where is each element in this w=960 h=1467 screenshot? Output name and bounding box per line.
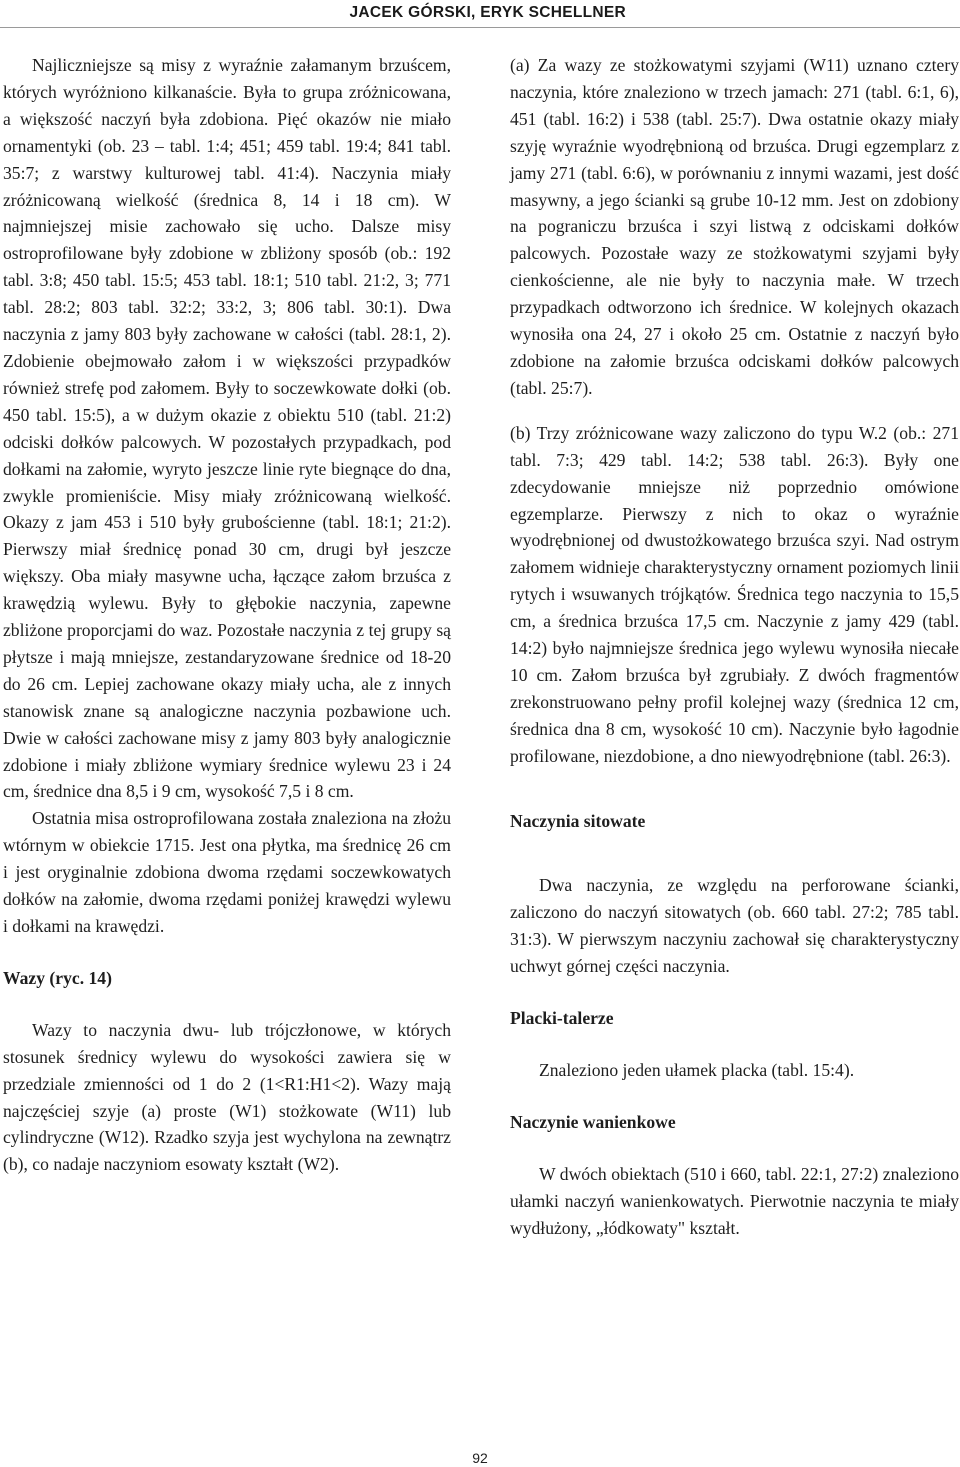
paragraph-ostatnia-misa: Ostatnia misa ostroprofilowana została znaleziona na złożu wtórnym w obiekcie 1715. Jest ona płytka, ma średnicę 26 cm i jest oryginalnie zdobiona dwoma rzędami soczewkowatych dołków na załomie, dwoma rzędami poniżej krawędzi wylewu i dołkami na krawędzi. (3, 808, 451, 936)
header-rule (0, 27, 960, 28)
section-heading-sitowate: Naczynia sitowate (510, 810, 646, 831)
paragraph-wanienkowe: W dwóch obiektach (510 i 660, tabl. 22:1, 27:2) znaleziono ułamki naczyń wanienkowatych. Pierwotnie naczynia te miały wydłużony, „łódkowaty" kształt. (510, 1163, 959, 1238)
left-column (3, 52, 451, 1178)
right-column (510, 52, 959, 1242)
paragraph-wazy-a: (a) Za wazy ze stożkowatymi szyjami (W11) uznano cztery naczynia, które znaleziono w trzech jamach: 271 (tabl. 6:1, 6), 451 (tabl. 16:2) i 538 (tabl. 25:7). Dwa ostatnie okazy miały szyję wyraźnie wyodrębnioną od brzuśca. Drugi egzemplarz z jamy 271 (tabl. 6:6), w porównaniu z innymi wazami, jest dość masywny, a jego ścianki są grube 10-12 mm. Jest on zdobiony na pograniczu brzuśca i szyi listwą z odciskami dołków palcowych. Pozostałe wazy ze stożkowatymi szyjami były cienkościenne, ale nie były to naczynia małe. W trzech przypadkach odtworzono ich średnice. W kolejnych okazach wynosiła ona 24, 27 i około 25 cm. Ostatnie z naczyń było zdobione na załomie brzuśca odciskami dołków palcowych (tabl. 25:7). (510, 55, 959, 398)
page-number: 92 (472, 1450, 488, 1466)
paragraph-wazy: Wazy to naczynia dwu- lub trójczłonowe, w których stosunek średnicy wylewu do wysokości zawiera się w przedziale zmienności od 1 do 2 (1<R1:H1<2). Wazy mają najczęściej szyje (a) proste (W1) stożkowate (W11) lub cylindryczne (W12). Rzadko szyja jest wychylona na zewnątrz (b), co nadaje naczyniom esowaty kształt (W2). (3, 1019, 451, 1175)
paragraph-misy-ostroprofilowane: Najliczniejsze są misy z wyraźnie załamanym brzuścem, których wyróżniono kilkanaście. Była to grupa zróżnicowana, a większość naczyń była zdobiona. Pięć okazów nie miało ornamentyki (ob. 23 – tabl. 1:4; 451; 459 tabl. 19:4; 841 tabl. 35:7; z warstwy kulturowej tabl. 41:4). Naczynia miały zróżnicowaną wielkość (średnica 8, 14 i 18 cm). W najmniejszej misie zachowało się ucho. Dalsze misy ostroprofilowane były zdobione w zbliżony sposób (ob.: 192 tabl. 3:8; 450 tabl. 15:5; 453 tabl. 18:1; 510 tabl. 21:2, 3; 771 tabl. 28:2; 803 tabl. 32:2; 33:2, 3; 806 tabl. 30:1). Dwa naczynia z jamy 803 były zachowane w całości (tabl. 28:1, 2). Zdobienie obejmowało załom i w większości przypadków również strefę pod załomem. Były to soczewkowate dołki (ob. 450 tabl. 15:5), a w dużym okazie z obiektu 510 (tabl. 21:2) odciski dołków palcowych. W pozostałych przypadkach, pod dołkami na załomie, wyryto jeszcze linie ryte biegnące do dna, zwykle promieniście. Misy miały zróżnicowaną wielkość. Okazy z jam 453 i 510 były grubościenne (tabl. 18:1; 21:2). Pierwszy miał średnicę ponad 30 cm, drugi był jeszcze większy. Oba miały masywne ucha, łączące załom brzuśca z krawędzią wylewu. Były to głębokie naczynia, zapewne zbliżone proporcjami do waz. Pozostałe naczynia z tej grupy są płytsze i mają mniejsze, zestandaryzowane średnice od 18-20 do 26 cm. Lepiej zachowane okazy miały ucha, ale z innych stanowisk znane są analogiczne naczynia pozbawione uch. Dwie w całości zachowane misy z jamy 803 były analogicznie zdobione i miały zbliżone wymiary średnice wylewu 23 i 24 cm, średnice dna 8,5 i 9 cm, wysokość 7,5 i 8 cm. (3, 55, 451, 802)
paragraph-wazy-b: (b) Trzy zróżnicowane wazy zaliczono do typu W.2 (ob.: 271 tabl. 7:3; 429 tabl. 14:2; 538 tabl. 26:3). Były one zdecydowanie mniejsze niż poprzednio omówione egzemplarze. Pierwszy z nich to okaz o wyraźnie wyodrębnionej od dwustożkowatego brzuśca szyi. Nad ostrym załomem widnieje charakterystyczny ornament poziomych linii rytych i wsuwanych trójkątów. Średnica tego naczynia to 15,5 cm, a średnica brzuśca 17,5 cm. Naczynie z jamy 429 (tabl. 14:2) było najmniejsze średnica jego wylewu wynosiła niecałe 10 cm. Załom brzuśca był zgrubiały. Z dwóch fragmentów zrekonstruowano pełny profil kolejnej wazy (średnica 12 cm, średnica dna 8 cm, wysokość 10 cm). Naczynie było łagodnie profilowane, niezdobione, a dno niewyodrębnione (tabl. 26:3). (510, 422, 959, 766)
section-heading-wazy: Wazy (ryc. 14) (3, 967, 112, 988)
paragraph-placki: Znaleziono jeden ułamek placka (tabl. 15:4). (539, 1060, 855, 1080)
running-title: JACEK GÓRSKI, ERYK SCHELLNER (349, 4, 626, 21)
section-heading-placki: Placki-talerze (510, 1008, 614, 1029)
section-heading-wanienkowe: Naczynie wanienkowe (510, 1111, 676, 1132)
paragraph-sitowate: Dwa naczynia, ze względu na perforowane ścianki, zaliczono do naczyń sitowatych (ob. 660 tabl. 27:2; 785 tabl. 31:3). W pierwszym naczyniu zachował się charakterystyczny uchwyt górnej części naczynia. (510, 875, 959, 977)
